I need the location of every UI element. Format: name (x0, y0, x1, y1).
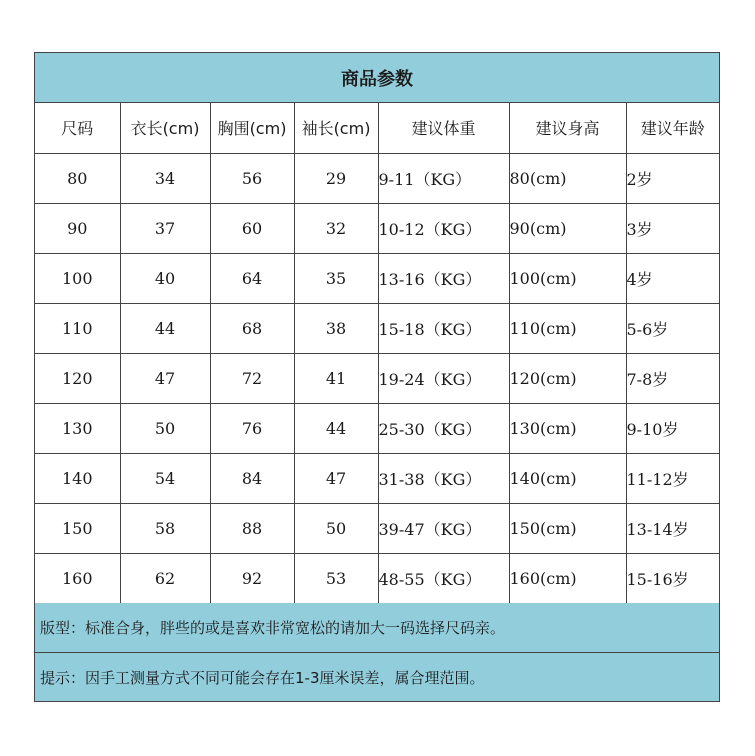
cell-weight: 25-30（KG） (378, 403, 509, 453)
table-row (35, 503, 719, 553)
fit-note: 版型：标准合身，胖些的或是喜欢非常宽松的请加大一码选择尺码亲。 (35, 603, 719, 653)
cell-height: 110(cm) (509, 303, 626, 353)
header-age: 建议年龄 (626, 103, 719, 153)
cell-chest: 68 (210, 303, 294, 353)
cell-sleeve: 53 (294, 553, 378, 603)
table-row (35, 153, 719, 203)
cell-length: 54 (120, 453, 210, 503)
cell-chest: 72 (210, 353, 294, 403)
cell-age: 11-12岁 (626, 453, 719, 503)
cell-chest: 56 (210, 153, 294, 203)
chart-title: 商品参数 (35, 53, 719, 103)
cell-age: 15-16岁 (626, 553, 719, 603)
cell-chest: 92 (210, 553, 294, 603)
cell-height: 80(cm) (509, 153, 626, 203)
table-row (35, 453, 719, 503)
cell-age: 5-6岁 (626, 303, 719, 353)
cell-height: 140(cm) (509, 453, 626, 503)
cell-height: 120(cm) (509, 353, 626, 403)
header-sleeve: 袖长(cm) (294, 103, 378, 153)
size-chart (34, 52, 720, 702)
cell-size: 150 (35, 503, 120, 553)
cell-weight: 9-11（KG） (378, 153, 509, 203)
cell-sleeve: 41 (294, 353, 378, 403)
cell-length: 47 (120, 353, 210, 403)
cell-length: 37 (120, 203, 210, 253)
table-row (35, 303, 719, 353)
cell-sleeve: 50 (294, 503, 378, 553)
header-chest: 胸围(cm) (210, 103, 294, 153)
cell-size: 80 (35, 153, 120, 203)
cell-chest: 64 (210, 253, 294, 303)
table-row (35, 553, 719, 603)
cell-age: 4岁 (626, 253, 719, 303)
header-size: 尺码 (35, 103, 120, 153)
cell-sleeve: 38 (294, 303, 378, 353)
cell-age: 2岁 (626, 153, 719, 203)
cell-length: 34 (120, 153, 210, 203)
cell-size: 140 (35, 453, 120, 503)
table-row (35, 203, 719, 253)
cell-length: 62 (120, 553, 210, 603)
cell-size: 120 (35, 353, 120, 403)
cell-height: 90(cm) (509, 203, 626, 253)
cell-weight: 39-47（KG） (378, 503, 509, 553)
cell-chest: 60 (210, 203, 294, 253)
cell-age: 7-8岁 (626, 353, 719, 403)
cell-size: 160 (35, 553, 120, 603)
cell-length: 58 (120, 503, 210, 553)
cell-age: 13-14岁 (626, 503, 719, 553)
cell-chest: 76 (210, 403, 294, 453)
cell-size: 100 (35, 253, 120, 303)
cell-sleeve: 29 (294, 153, 378, 203)
cell-sleeve: 44 (294, 403, 378, 453)
cell-weight: 48-55（KG） (378, 553, 509, 603)
cell-height: 160(cm) (509, 553, 626, 603)
cell-height: 100(cm) (509, 253, 626, 303)
table-row (35, 403, 719, 453)
cell-size: 130 (35, 403, 120, 453)
header-height: 建议身高 (509, 103, 626, 153)
cell-height: 130(cm) (509, 403, 626, 453)
cell-weight: 13-16（KG） (378, 253, 509, 303)
cell-size: 90 (35, 203, 120, 253)
table-row (35, 353, 719, 403)
cell-sleeve: 47 (294, 453, 378, 503)
cell-weight: 19-24（KG） (378, 353, 509, 403)
cell-sleeve: 32 (294, 203, 378, 253)
header-length: 衣长(cm) (120, 103, 210, 153)
cell-weight: 10-12（KG） (378, 203, 509, 253)
cell-sleeve: 35 (294, 253, 378, 303)
cell-age: 9-10岁 (626, 403, 719, 453)
cell-height: 150(cm) (509, 503, 626, 553)
cell-weight: 15-18（KG） (378, 303, 509, 353)
header-weight: 建议体重 (378, 103, 509, 153)
cell-length: 40 (120, 253, 210, 303)
tip-note: 提示：因手工测量方式不同可能会存在1-3厘米误差，属合理范围。 (35, 653, 719, 701)
table-header-row (35, 103, 719, 153)
cell-weight: 31-38（KG） (378, 453, 509, 503)
cell-chest: 84 (210, 453, 294, 503)
cell-length: 50 (120, 403, 210, 453)
cell-length: 44 (120, 303, 210, 353)
size-table (35, 103, 719, 604)
cell-chest: 88 (210, 503, 294, 553)
table-row (35, 253, 719, 303)
cell-age: 3岁 (626, 203, 719, 253)
cell-size: 110 (35, 303, 120, 353)
